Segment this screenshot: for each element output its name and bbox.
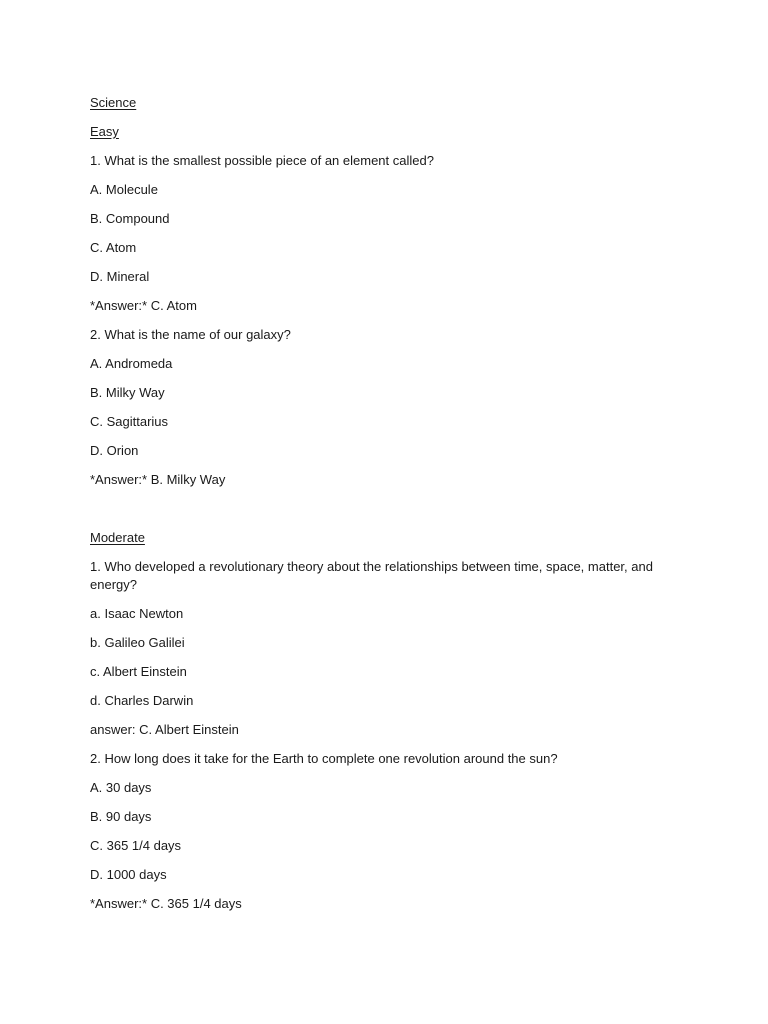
answer-option: D. Orion [90,443,139,458]
question-text: 2. What is the name of our galaxy? [90,327,291,342]
answer-option: C. 365 1/4 days [90,838,182,853]
question-text: 1. Who developed a revolutionary theory about the relationships between time, space, matter, and energy? [90,559,653,592]
answer-option: C. Sagittarius [90,414,169,429]
answer-option: b. Galileo Galilei [90,635,185,650]
answer-option: a. Isaac Newton [90,606,184,621]
section-heading-moderate: Moderate [90,530,145,545]
answer-key: *Answer:* B. Milky Way [90,472,226,487]
answer-option: A. Andromeda [90,356,173,371]
question-text: 1. What is the smallest possible piece of an element called? [90,153,434,168]
answer-option: c. Albert Einstein [90,664,187,679]
document-page [90,94,670,924]
answer-key: answer: C. Albert Einstein [90,722,239,737]
answer-option: B. 90 days [90,809,152,824]
document-title: Science [90,95,137,110]
answer-option: C. Atom [90,240,137,255]
question-text: 2. How long does it take for the Earth to complete one revolution around the sun? [90,751,558,766]
answer-option: A. Molecule [90,182,158,197]
answer-option: B. Milky Way [90,385,165,400]
section-heading-easy: Easy [90,124,119,139]
answer-key: *Answer:* C. Atom [90,298,197,313]
answer-key: *Answer:* C. 365 1/4 days [90,896,242,911]
answer-option: B. Compound [90,211,170,226]
answer-option: d. Charles Darwin [90,693,194,708]
answer-option: D. 1000 days [90,867,167,882]
answer-option: D. Mineral [90,269,150,284]
answer-option: A. 30 days [90,780,152,795]
section-spacer [90,500,670,529]
